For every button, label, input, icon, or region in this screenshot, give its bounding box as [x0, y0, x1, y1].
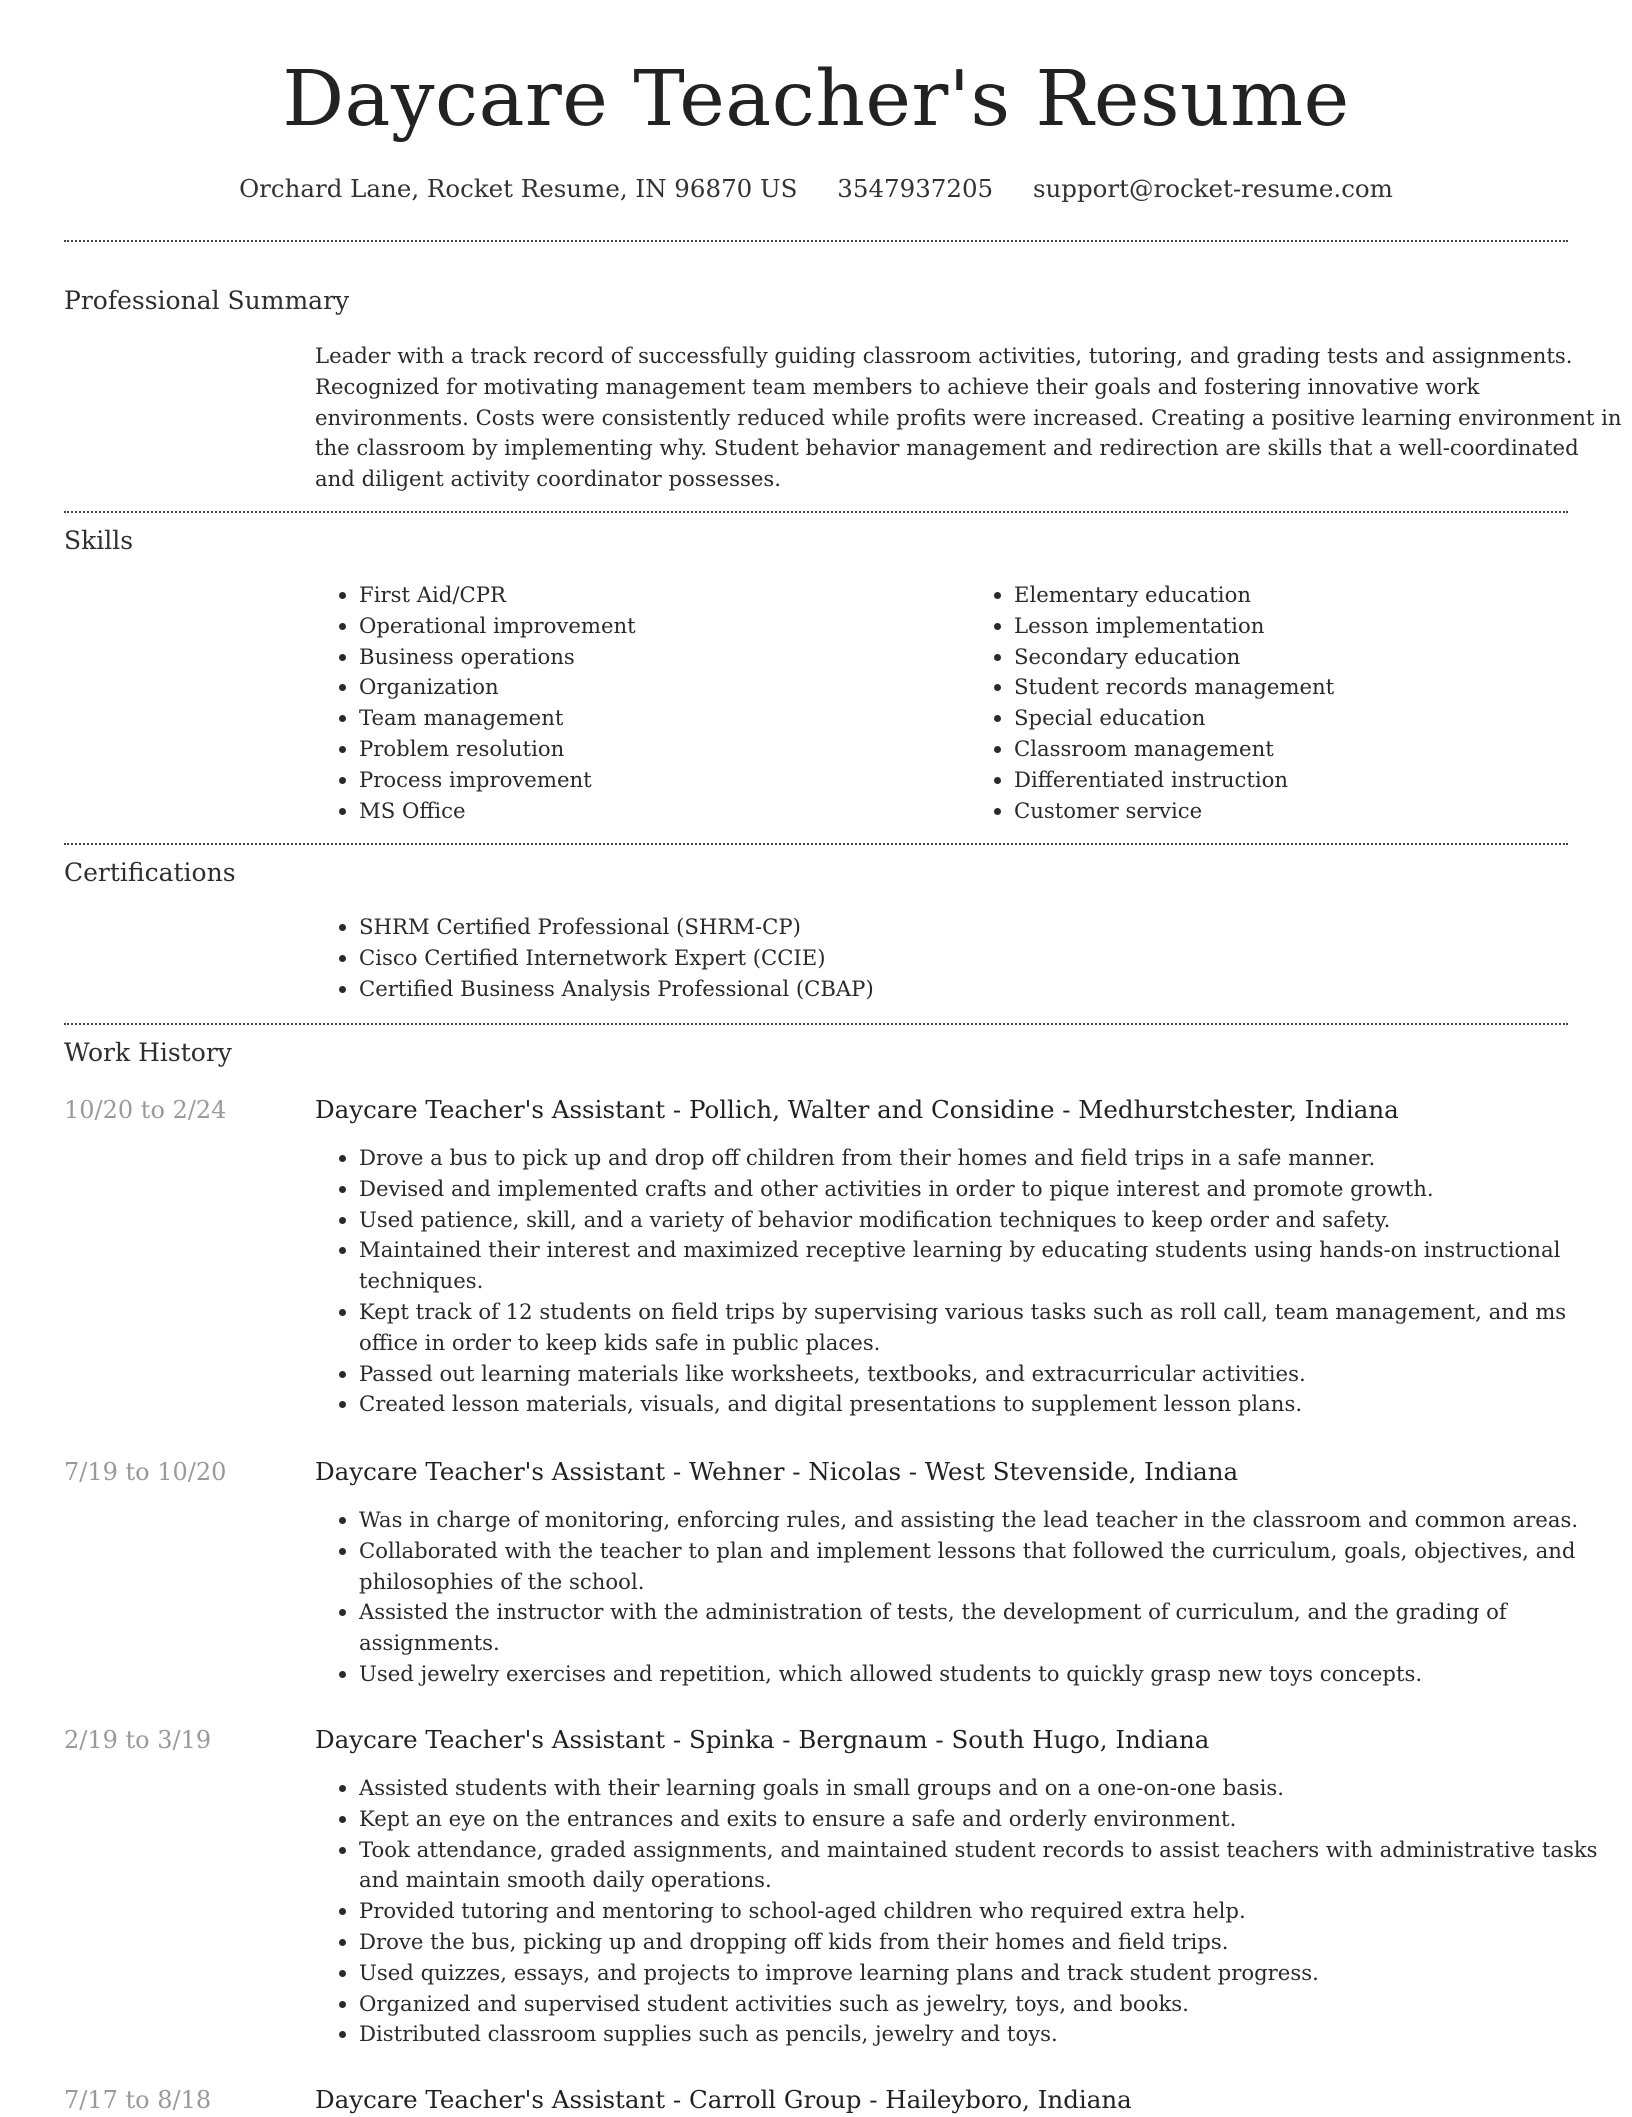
- contact-email: support@rocket-resume.com: [1032, 174, 1393, 203]
- skill-item: • Secondary education: [1014, 642, 1625, 673]
- section-title-skills: Skills: [64, 526, 134, 555]
- skill-item: • Problem resolution: [359, 734, 970, 765]
- skill-item: • Organization: [359, 672, 970, 703]
- summary-body: [315, 341, 1625, 495]
- job-bullet: • Used patience, skill, and a variety of behavior modification techniques to keep order and safety.: [359, 1205, 1625, 1236]
- job-bullet: • Took attendance, graded assignments, and maintained student records to assist teachers with administrative tasks and maintain smooth daily operations.: [359, 1835, 1625, 1897]
- skill-item: • Team management: [359, 703, 970, 734]
- job-bullet: • Drove the bus, picking up and dropping off kids from their homes and field trips.: [359, 1927, 1625, 1958]
- skill-item: • Business operations: [359, 642, 970, 673]
- resume-page: [64, 0, 1622, 2114]
- job-bullet: • Used jewelry exercises and repetition, which allowed students to quickly grasp new toys concepts.: [359, 1659, 1625, 1690]
- job-bullet: • Passed out learning materials like worksheets, textbooks, and extracurricular activities.: [359, 1359, 1625, 1390]
- job-bullet: • Devised and implemented crafts and other activities in order to pique interest and promote growth.: [359, 1174, 1625, 1205]
- skill-item: • Differentiated instruction: [1014, 765, 1625, 796]
- job-bullets: [315, 1773, 1625, 2050]
- job-title: Daycare Teacher's Assistant - Wehner - Nicolas - West Stevenside, Indiana: [315, 1457, 1239, 1486]
- certification-item: • Cisco Certified Internetwork Expert (CCIE): [359, 943, 1625, 974]
- certifications-list: [315, 912, 1625, 1004]
- skill-item: • Customer service: [1014, 796, 1625, 827]
- skill-item: • Process improvement: [359, 765, 970, 796]
- job-bullet: • Maintained their interest and maximized receptive learning by educating students using hands-on instructional techniques.: [359, 1235, 1625, 1297]
- divider: [64, 240, 1568, 242]
- skill-item: • Student records management: [1014, 672, 1625, 703]
- skills-list-right: [970, 580, 1625, 826]
- job-bullet: • Provided tutoring and mentoring to school-aged children who required extra help.: [359, 1896, 1625, 1927]
- skill-item: • Special education: [1014, 703, 1625, 734]
- skill-item: • Classroom management: [1014, 734, 1625, 765]
- job-details: [315, 1773, 1625, 2050]
- contact-address: Orchard Lane, Rocket Resume, IN 96870 US: [239, 174, 798, 203]
- resume-title: Daycare Teacher's Resume: [282, 55, 1350, 144]
- job-details: [315, 1505, 1625, 1690]
- skill-item: • First Aid/CPR: [359, 580, 970, 611]
- job-title: Daycare Teacher's Assistant - Spinka - Bergnaum - South Hugo, Indiana: [315, 1725, 1210, 1754]
- job-bullet: • Used quizzes, essays, and projects to improve learning plans and track student progress.: [359, 1958, 1625, 1989]
- summary-text: Leader with a track record of successfully guiding classroom activities, tutoring, and grading tests and assignments. Recognized for motivating management team members to achieve their goals and fostering innovative work environments. Costs were consistently reduced while profits were increased. Creating a positive learning environment in the classroom by implementing why. Student behavior management and redirection are skills that a well-coordinated and diligent activity coordinator possesses.: [315, 343, 1622, 492]
- job-bullet: • Assisted students with their learning goals in small groups and on a one-on-one basis.: [359, 1773, 1625, 1804]
- job-title: Daycare Teacher's Assistant - Carroll Group - Haileyboro, Indiana: [315, 2085, 1132, 2114]
- job-dates: 7/19 to 10/20: [64, 1458, 227, 1486]
- divider: [64, 1023, 1568, 1025]
- divider: [64, 511, 1568, 513]
- contact-line: [64, 172, 1568, 206]
- section-title-summary: Professional Summary: [64, 286, 350, 315]
- job-bullets: [315, 1143, 1625, 1420]
- skill-item: • Elementary education: [1014, 580, 1625, 611]
- job-bullet: • Kept track of 12 students on field trips by supervising various tasks such as roll call, team management, and ms office in order to keep kids safe in public places.: [359, 1297, 1625, 1359]
- certification-item: • Certified Business Analysis Professional (CBAP): [359, 974, 1625, 1005]
- skill-item: • Lesson implementation: [1014, 611, 1625, 642]
- skills-body: [315, 580, 1625, 826]
- job-bullets: [315, 1505, 1625, 1690]
- section-title-certifications: Certifications: [64, 858, 236, 887]
- job-details: [315, 1143, 1625, 1420]
- skills-list-left: [315, 580, 970, 826]
- skill-item: • MS Office: [359, 796, 970, 827]
- job-dates: 2/19 to 3/19: [64, 1726, 212, 1754]
- job-bullet: • Drove a bus to pick up and drop off children from their homes and field trips in a safe manner.: [359, 1143, 1625, 1174]
- divider: [64, 843, 1568, 845]
- job-dates: 7/17 to 8/18: [64, 2086, 212, 2114]
- job-bullet: • Was in charge of monitoring, enforcing rules, and assisting the lead teacher in the classroom and common areas.: [359, 1505, 1625, 1536]
- job-bullet: • Distributed classroom supplies such as pencils, jewelry and toys.: [359, 2019, 1625, 2050]
- job-bullet: • Collaborated with the teacher to plan and implement lessons that followed the curriculum, goals, objectives, and philosophies of the school.: [359, 1536, 1625, 1598]
- skill-item: • Operational improvement: [359, 611, 970, 642]
- contact-phone: 3547937205: [837, 174, 994, 203]
- job-dates: 10/20 to 2/24: [64, 1096, 227, 1124]
- section-title-work-history: Work History: [64, 1038, 232, 1067]
- job-bullet: • Created lesson materials, visuals, and digital presentations to supplement lesson plans.: [359, 1389, 1625, 1420]
- certification-item: • SHRM Certified Professional (SHRM-CP): [359, 912, 1625, 943]
- job-bullet: • Organized and supervised student activities such as jewelry, toys, and books.: [359, 1989, 1625, 2020]
- job-bullet: • Kept an eye on the entrances and exits to ensure a safe and orderly environment.: [359, 1804, 1625, 1835]
- job-title: Daycare Teacher's Assistant - Pollich, Walter and Considine - Medhurstchester, Indiana: [315, 1095, 1399, 1124]
- job-bullet: • Assisted the instructor with the administration of tests, the development of curriculum, and the grading of assignments.: [359, 1597, 1625, 1659]
- certifications-body: [315, 912, 1625, 1004]
